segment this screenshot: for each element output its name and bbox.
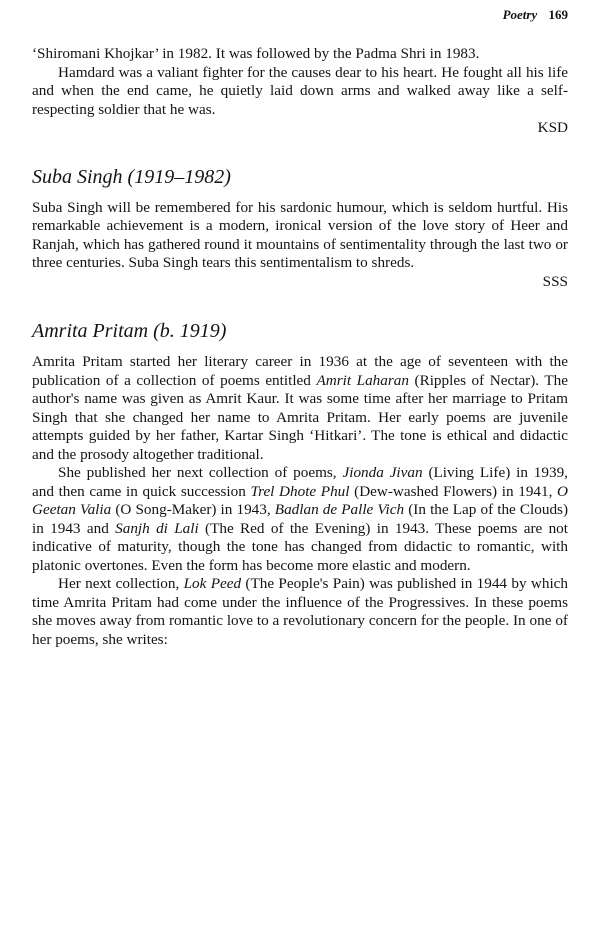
paragraph: ‘Shiromani Khojkar’ in 1982. It was followed by the Padma Shri in 1983.	[32, 45, 480, 62]
header-section-title: Poetry	[502, 7, 538, 22]
running-header	[503, 7, 568, 23]
paragraph	[32, 353, 568, 464]
work-title: Jionda Jivan	[342, 464, 423, 481]
text-run: (O Song-Maker) in 1943,	[111, 501, 275, 518]
page-body	[32, 45, 568, 649]
work-title: Badlan de Palle Vich	[274, 501, 405, 518]
paragraph: Suba Singh will be remembered for his sardonic humour, which is seldom hurtful. His remarkable achievement is a modern, ironical version of the love story of Heer and Ranjah, which has gathered round it mountains of sentimentality through the last two or three centuries. Suba Singh tears this sentimentalism to shreds.	[32, 198, 568, 271]
text-run: (Living Life) in 1939, and then came in quick succession	[32, 464, 568, 500]
section-heading: Amrita Pritam (b. 1919)	[32, 320, 227, 342]
text-run: (In the Lap of the Clouds) in 1943 and	[32, 501, 569, 537]
text-run: (The Red of the Evening) in 1943. These poems are not indicative of maturity, though the tone has changed from didactic to romantic, with platonic overtones. Even the form has become more elastic and modern.	[32, 519, 568, 574]
text-run: Her next collection,	[58, 575, 184, 592]
text-run: (Ripples of Nectar). The author's name was given as Amrit Kaur. It was some time after her marriage to Pritam Singh that she changed her name to Amrita Pritam. Her early poems are juvenile attempts guided by her father, Kartar Singh ‘Hitkari’. The tone is ethical and didactic and the prosody altogether traditional.	[32, 371, 569, 463]
work-title: Sanjh di Lali	[115, 519, 199, 537]
text-run: She published her next collection of poems,	[58, 464, 343, 481]
work-title: O Geetan Valia	[32, 482, 569, 518]
author-initials: KSD	[537, 119, 568, 136]
text-run: Amrita Pritam started her literary career in 1936 at the age of seventeen with the publication of a collection of poems entitled	[32, 353, 568, 389]
work-title: Trel Dhote Phul	[250, 482, 350, 500]
text-run: (The People's Pain) was published in 1944 by which time Amrita Pritam had come under the influence of the Progressives. In these poems she moves away from romantic love to a revolutionary concern for the people. In one of her poems, she writes:	[32, 575, 569, 648]
page-number: 169	[548, 7, 568, 22]
work-title: Amrit Laharan	[316, 371, 409, 389]
work-title: Lok Peed	[183, 575, 242, 592]
author-initials: SSS	[542, 272, 568, 290]
section-heading: Suba Singh (1919–1982)	[32, 165, 231, 188]
paragraph: Hamdard was a valiant fighter for the causes dear to his heart. He fought all his life and when the end came, he quietly laid down arms and walked away like a self-respecting soldier that he was.	[32, 63, 568, 118]
paragraph	[32, 464, 568, 575]
text-run: (Dew-washed Flowers) in 1941,	[349, 482, 558, 500]
paragraph	[32, 575, 568, 649]
